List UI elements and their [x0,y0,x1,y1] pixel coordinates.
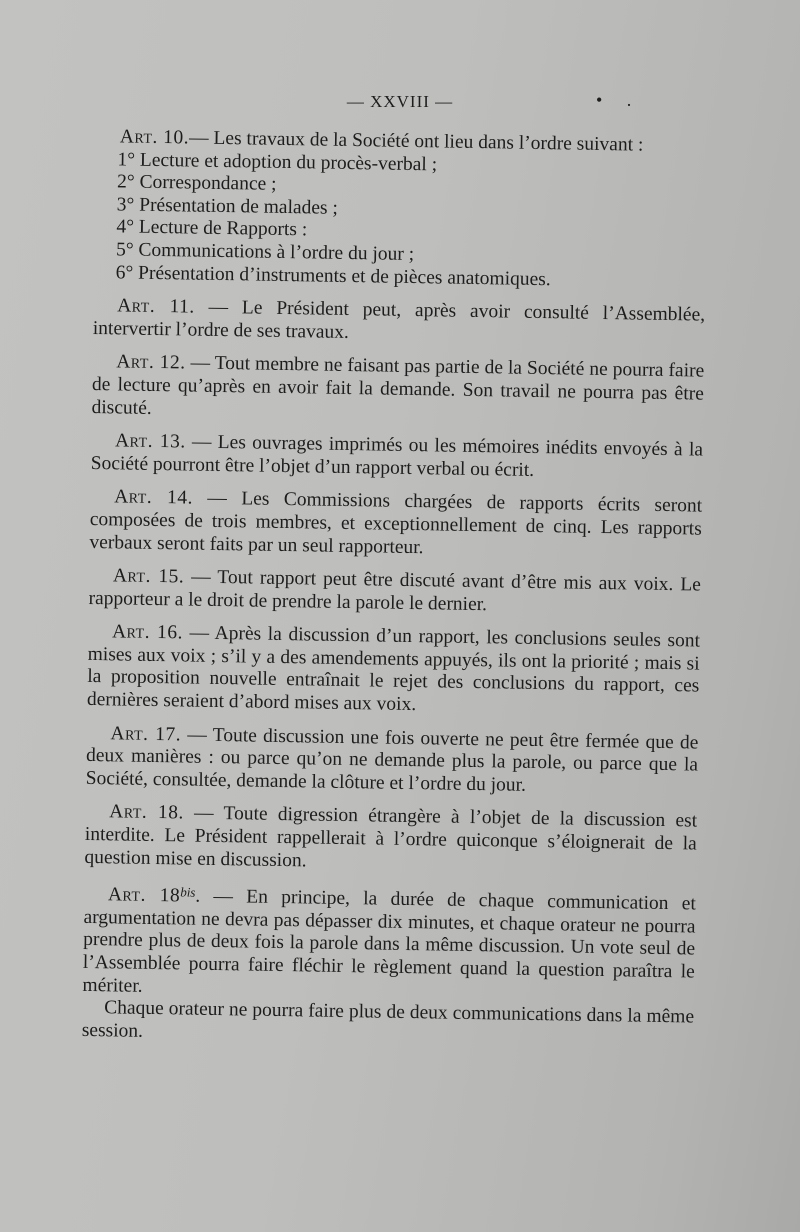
list-item: 4° Lecture de Rapports : [116,216,308,241]
article-number: Art. 15. [112,565,185,588]
article-paragraph: Chaque orateur ne pourra faire plus de deux communications dans la même session. [81,997,695,1042]
article-16 [87,621,700,721]
article-number: Art. 17. [110,722,182,746]
article-number-end: . [195,885,201,907]
list-item: 1° Lecture et adoption du procès-verbal ; [117,148,438,175]
article-text: — Toute digression étrangère à l’objet de la discussion est interdite. Le Président rappellerait à l’ordre quiconque s’éloignerait de la question mise en discussion. [84,802,698,872]
article-number: Art. 18. [109,801,185,824]
article-bis-suffix: bis [180,884,196,900]
article-number: Art. 18 [107,884,181,907]
article-text: — Le Président peut, après avoir consulté l’Assemblée, intervertir l’ordre de ses travaux. [92,296,706,343]
article-12 [91,351,704,428]
article-18-bis [82,880,696,1052]
article-text: — Toute discussion une fois ouverte ne peut être fermée que de deux manières : ou parce qu’on ne demande plus la parole, ou parce que la Société, consultée, demande la clôture et l’ordre du jour. [85,724,699,796]
article-text: — Tout rapport peut être discuté avant d’être mis aux voix. Le rapporteur a le droit de prendre la parole le dernier. [88,566,702,615]
article-text: — Les Commissions chargées de rapports écrits seront composées de trois membres, et exceptionnellement de cinq. Les rapports verbaux seront faits par un seul rapporteur. [89,487,703,558]
page-number: — XXVIII — [346,92,454,111]
article-18 [84,801,697,878]
list-item: 6° Présentation d’instruments et de pièces anatomiques. [115,261,551,290]
page-marks: • . [596,90,642,110]
agenda-list [94,149,708,294]
list-item: 2° Correspondance ; [116,171,277,196]
article-text: — En principe, la durée de chaque communication et argumentation ne devra pas dépasser dix minutes, et chaque orateur ne pourra prendre plus de deux fois la parole dans la même discussion. Un vote seul de l’Assemblée pourra faire fléchir le règlement quand la question paraîtra le mériter. [82,885,697,997]
article-text: — Les ouvrages imprimés ou les mémoires inédits envoyés à la Société pourront être l’objet d’un rapport verbal ou écrit. [90,431,704,481]
article-text: — Tout membre ne faisant pas partie de la Société ne pourra faire de lecture qu’après en avoir fait la demande. Son travail ne pourra pas être discuté. [91,352,705,419]
article-text: — Les travaux de la Société ont lieu dans l’ordre suivant : [188,127,644,156]
article-14 [89,486,702,563]
article-number: Art. 11. [117,295,195,318]
article-number: Art. 12. [116,351,186,374]
article-11 [93,295,706,350]
list-item: 3° Présentation de malades ; [116,194,339,219]
article-10 [94,126,708,294]
list-item: 5° Communications à l’ordre du jour ; [115,239,415,265]
regulation-text [82,126,708,1052]
page-header [0,92,800,112]
article-number: Art. 14. [114,486,194,509]
article-17 [86,723,699,800]
article-number: Art. 13. [114,430,186,453]
article-15 [88,565,701,620]
article-number: Art. 16. [111,621,184,644]
article-number: Art. 10. [119,126,190,149]
article-13 [91,430,704,485]
article-text: — Après la discussion d’un rapport, les conclusions seules sont mises aux voix ; s’il y a des amendements appuyés, ils ont la priorité ; mais si la proposition nouvelle entraînait le rejet des conclusions du rapport, ces dernières seraient d’abord mises aux voix. [86,622,701,716]
